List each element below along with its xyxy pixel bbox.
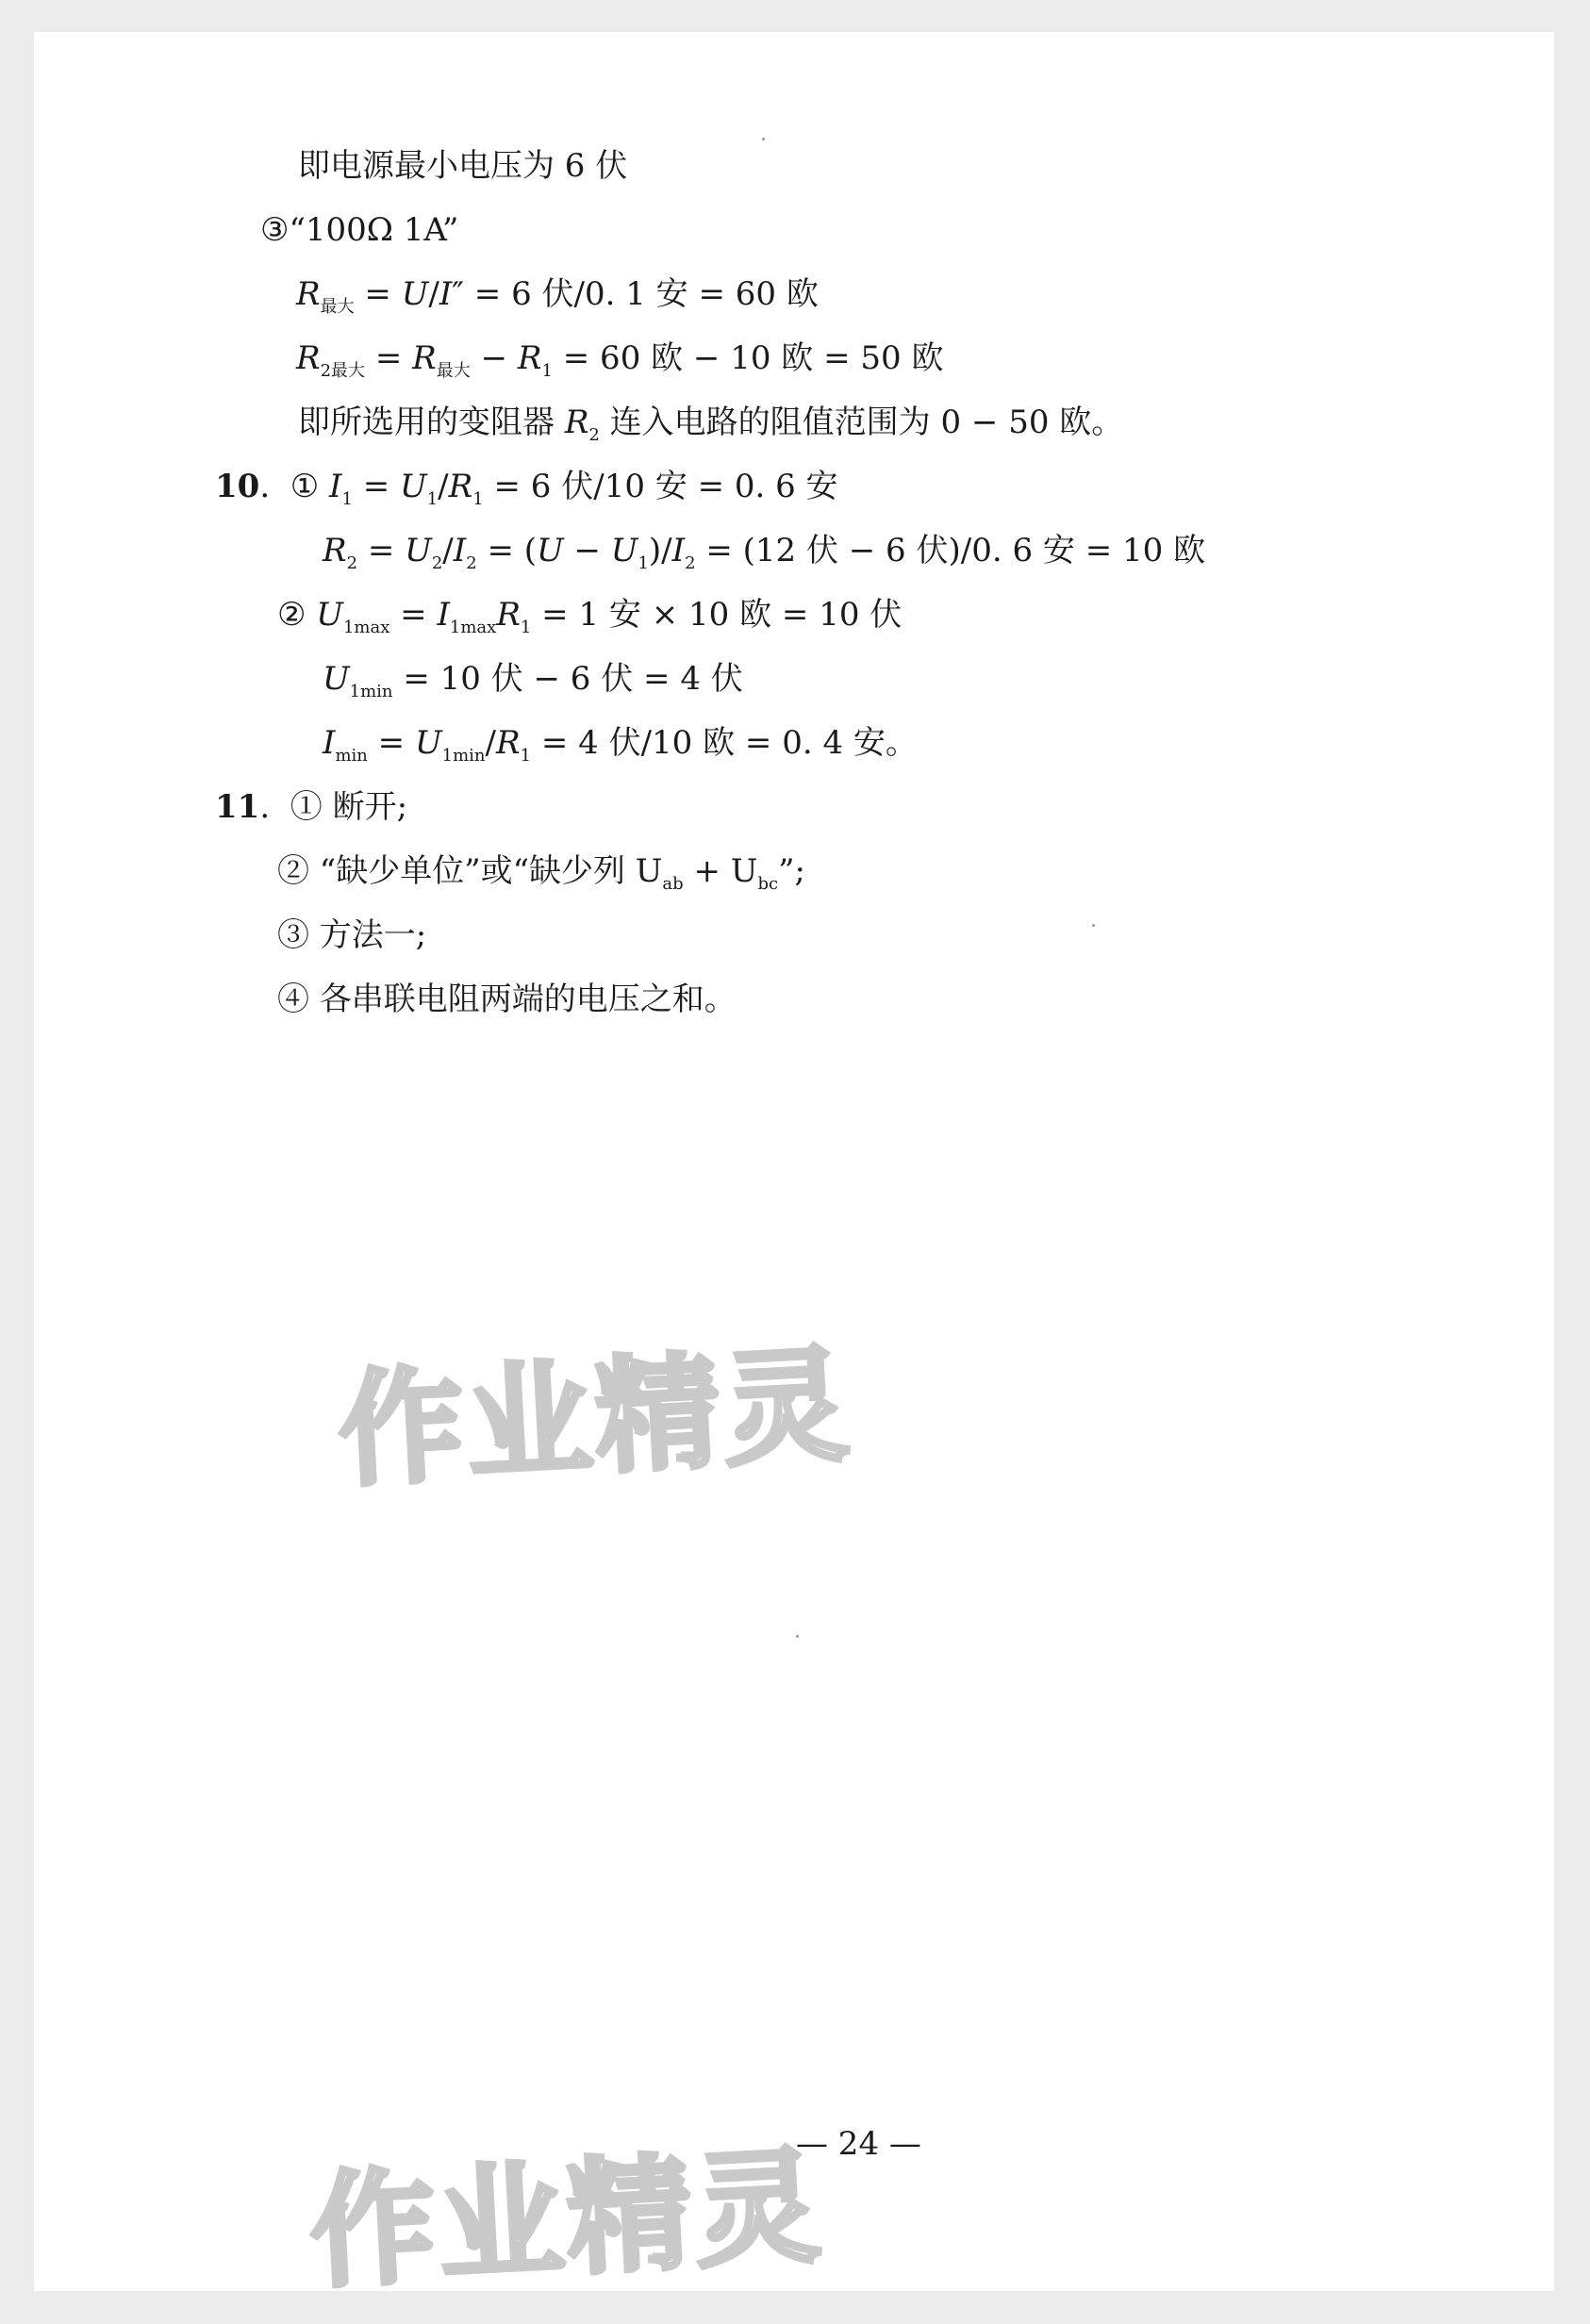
scan-speck — [1092, 924, 1095, 927]
question-11-line-2: ② “缺少单位”或“缺少列 $U_{ab} + U_{bc}$”; — [277, 852, 805, 894]
question-10-line-2: $R_2 = U_2/I_2 = (U - U_1)/I_2 = (12$ 伏 − 6 伏)/0. 6 安 = 10 欧 — [323, 532, 1206, 573]
document-page — [34, 32, 1554, 2306]
question-10-line-5: $I_{min} = U_{1min}/R_1 = 4$ 伏/10 欧 = 0. 4 安。 — [323, 724, 918, 766]
line-r-max: $R_{最大} = U/I'' = 6$ 伏/0. 1 安 = 60 欧 — [296, 275, 819, 317]
line-option-3: ③“100Ω 1A” — [260, 211, 459, 249]
scan-speck — [762, 138, 765, 140]
line-min-voltage: 即电源最小电压为 6 伏 — [298, 147, 628, 185]
line-range-conclusion: 即所选用的变阻器 $R_2$ 连入电路的阻值范围为 0 − 50 欧。 — [298, 404, 1124, 445]
question-10-line-1: 10. ① $I_1 = U_1/R_1 = 6$ 伏/10 安 = 0. 6 安 — [215, 468, 838, 509]
question-11-line-3: ③ 方法一; — [277, 916, 427, 954]
scan-speck — [796, 1635, 799, 1638]
question-10-line-4: $U_{1min} = 10$ 伏 − 6 伏 = 4 伏 — [323, 660, 743, 701]
question-11-line-1: 11. ① 断开; — [215, 788, 408, 826]
page-number: — 24 — — [796, 2125, 921, 2163]
watermark-logo: 作业精灵 — [335, 1332, 855, 1505]
question-10-line-3: ② $U_{1max} = I_{1max}R_1 = 1$ 安 × 10 欧 = 10 伏 — [277, 596, 903, 637]
line-r2-max: $R_{2最大} = R_{最大} - R_1 = 60$ 欧 − 10 欧 = 50 欧 — [296, 339, 944, 381]
question-11-line-4: ④ 各串联电阻两端的电压之和。 — [277, 981, 737, 1018]
watermark-logo: 作业精灵 — [306, 2134, 827, 2306]
question-number: 11 — [215, 788, 260, 826]
question-number: 10 — [215, 468, 260, 505]
